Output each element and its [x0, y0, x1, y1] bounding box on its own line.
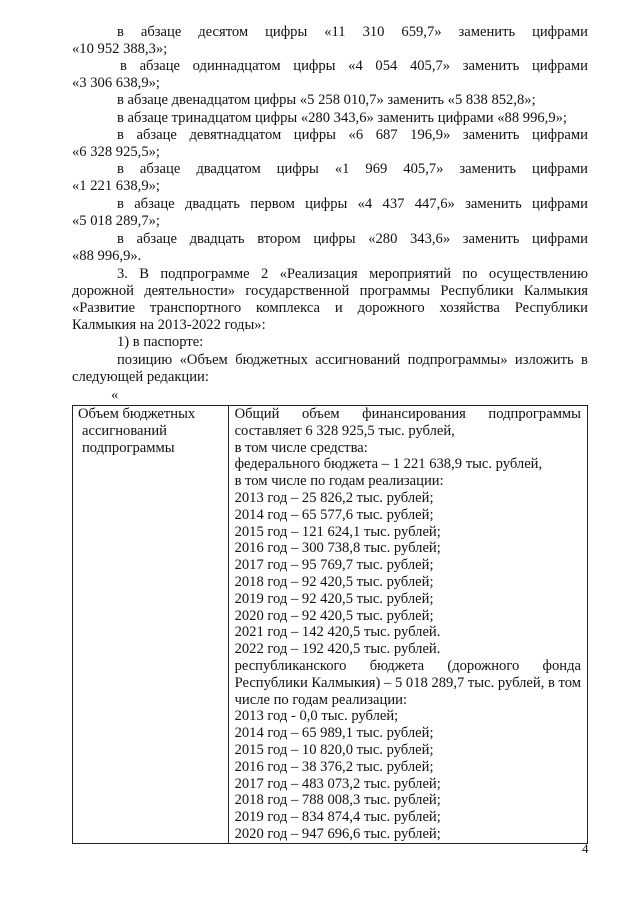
- word: подпрограмме: [160, 266, 250, 282]
- content-line: [235, 406, 581, 423]
- content-line: 2017 год – 95 769,7 тыс. рублей;: [234, 557, 434, 574]
- word: 196,9»: [410, 127, 451, 143]
- word: абзаце: [134, 196, 175, 212]
- content-line: 2013 год – 25 826,2 тыс. рублей;: [234, 489, 434, 506]
- word: финансирования: [362, 406, 466, 422]
- paragraph-line: в абзаце двенадцатом цифры «5 258 010,7» заменить «5 838 852,8»;: [117, 92, 536, 108]
- word: «4: [357, 196, 373, 212]
- content-line: 2016 год – 38 376,2 тыс. рублей;: [234, 758, 434, 775]
- word: фонда: [542, 657, 581, 674]
- text-line: [117, 352, 588, 369]
- content-line: федерального бюджета – 1 221 638,9 тыс. рублей,: [234, 456, 543, 473]
- word: в: [117, 231, 124, 247]
- word: объем: [301, 406, 340, 422]
- word: Республики: [514, 300, 588, 316]
- word: ассигнований: [315, 352, 401, 368]
- paragraph-line: «6 328 925,5»;: [72, 144, 160, 160]
- paragraph-line: [72, 24, 588, 41]
- word: транспортного: [149, 300, 242, 316]
- text-line: [117, 24, 588, 41]
- content-line: в том числе средства:: [234, 439, 368, 456]
- word: в: [117, 161, 124, 177]
- paragraph-line: «10 952 388,3»;: [72, 41, 168, 57]
- word: девятнадцатом: [189, 127, 282, 143]
- word: цифры: [276, 161, 319, 177]
- paragraph-line: [72, 58, 588, 75]
- paragraph-line: в абзаце тринадцатом цифры «280 343,6» заменить цифрами «88 996,9»;: [117, 110, 567, 126]
- word: цифрами: [532, 24, 588, 40]
- text-line: [117, 127, 588, 144]
- word: цифрами: [532, 231, 588, 247]
- word: «4: [348, 58, 363, 74]
- word: позицию: [117, 352, 173, 368]
- word: двадцатом: [196, 161, 261, 177]
- word: В: [139, 266, 150, 282]
- section-line: [72, 283, 588, 300]
- word: цифры: [293, 127, 336, 143]
- word: первом: [250, 196, 295, 212]
- paragraph-line: [72, 231, 588, 248]
- content-line: 2020 год – 92 420,5 тыс. рублей;: [234, 607, 434, 624]
- table-label-cell: [73, 406, 229, 844]
- word: абзаце: [136, 127, 177, 143]
- content-line: составляет 6 328 925,5 тыс. рублей,: [234, 422, 455, 439]
- word: в: [117, 127, 124, 143]
- word: Общий: [234, 406, 280, 422]
- paragraph-line: [72, 161, 588, 178]
- text-line: [72, 283, 588, 300]
- section-line: [72, 300, 588, 317]
- page-number: 4: [582, 841, 589, 856]
- passport-table: [72, 405, 588, 844]
- word: в: [117, 196, 124, 212]
- word: мероприятий: [369, 266, 452, 282]
- content-line: [235, 658, 581, 675]
- word: десятом: [198, 24, 249, 40]
- paragraph-line: [72, 196, 588, 213]
- content-line: 2019 год – 92 420,5 тыс. рублей;: [234, 590, 434, 607]
- word: цифрами: [532, 161, 588, 177]
- word: 405,7»: [403, 161, 444, 177]
- word: дорожной: [72, 283, 134, 299]
- content-line: 2018 год – 92 420,5 тыс. рублей;: [234, 573, 434, 590]
- section-heading-line: [72, 266, 588, 283]
- paragraph-line: «88 996,9».: [72, 248, 142, 264]
- content-line: 2019 год – 834 874,4 тыс. рублей;: [234, 809, 441, 826]
- word: 2: [260, 266, 269, 282]
- content-line: числе по годам реализации:: [234, 691, 408, 708]
- word: «280: [368, 231, 398, 247]
- word: 659,7»: [401, 24, 442, 40]
- paragraph-line: [72, 127, 588, 144]
- word: в: [581, 352, 588, 368]
- word: цифрами: [532, 196, 588, 212]
- content-line: 2021 год – 142 420,5 тыс. рублей.: [234, 624, 441, 641]
- content-line: 2014 год – 65 989,1 тыс. рублей;: [234, 725, 434, 742]
- content-line: 2015 год – 10 820,0 тыс. рублей;: [234, 741, 434, 758]
- content-line: 2020 год – 947 696,6 тыс. рублей;: [234, 825, 441, 842]
- word: цифры: [313, 231, 356, 247]
- word: 437: [382, 196, 405, 212]
- word: хозяйства: [439, 300, 500, 316]
- word: абзаце: [139, 161, 181, 177]
- word: заменить: [459, 161, 517, 177]
- word: заменить: [462, 58, 520, 74]
- word: цифрами: [532, 58, 588, 74]
- word: 447,6»: [414, 196, 455, 212]
- word: цифры: [265, 24, 308, 40]
- text-line: [117, 196, 588, 213]
- word: изложить: [514, 352, 574, 368]
- passport-item: 1) в паспорте:: [117, 334, 204, 350]
- text-line: [120, 58, 588, 75]
- position-line: [72, 352, 588, 369]
- word: комплекса: [255, 300, 321, 316]
- paragraph-line: «3 306 638,9»;: [72, 75, 160, 91]
- word: двадцать: [184, 196, 240, 212]
- word: заменить: [462, 127, 520, 143]
- word: в: [120, 58, 127, 74]
- open-quote: «: [111, 387, 119, 403]
- word: дорожного: [357, 300, 425, 316]
- word: цифрами: [532, 127, 588, 143]
- paragraph-line: «5 018 289,7»;: [72, 213, 160, 229]
- text-line: [117, 161, 588, 178]
- word: в: [117, 24, 124, 40]
- content-line: 2018 год – 788 008,3 тыс. рублей;: [234, 792, 441, 809]
- word: подпрограммы: [488, 406, 581, 422]
- word: по: [462, 266, 478, 282]
- word: 343,6»: [410, 231, 451, 247]
- word: одиннадцатом: [192, 58, 281, 74]
- word: Калмыкия: [523, 283, 588, 299]
- word: «Развитие: [72, 300, 136, 316]
- content-line: 2013 год - 0,0 тыс. рублей;: [234, 708, 399, 725]
- table-content-cell: [228, 406, 587, 844]
- word: «1: [334, 161, 350, 177]
- word: абзаце: [140, 24, 182, 40]
- word: республиканского: [234, 657, 347, 674]
- word: абзаце: [136, 231, 177, 247]
- word: подпрограммы»: [407, 352, 508, 368]
- word: осуществлению: [488, 266, 588, 282]
- content-line: 2015 год – 121 624,1 тыс. рублей;: [234, 523, 441, 540]
- word: двадцать: [189, 231, 245, 247]
- word: бюджета: [369, 657, 425, 674]
- word: 3.: [117, 266, 128, 282]
- word: заменить: [462, 231, 520, 247]
- word: и: [334, 300, 343, 316]
- word: «Реализация: [279, 266, 358, 282]
- content-line: 2016 год – 300 738,8 тыс. рублей;: [234, 540, 441, 557]
- word: 310: [362, 24, 385, 40]
- text-line: [117, 266, 588, 283]
- word: 405,7»: [409, 58, 451, 74]
- text-line: [117, 231, 588, 248]
- text-line: [72, 300, 588, 317]
- word: 687: [375, 127, 398, 143]
- word: (дорожного: [447, 657, 520, 674]
- label-line: ассигнований: [82, 422, 167, 439]
- content-line: Республики Калмыкия) – 5 018 289,7 тыс. рублей, в том: [234, 674, 581, 691]
- word: цифры: [293, 58, 336, 74]
- word: «11: [324, 24, 346, 40]
- word: 054: [375, 58, 398, 74]
- content-line: 2014 год – 65 577,6 тыс. рублей;: [234, 506, 434, 523]
- word: «Объем: [179, 352, 228, 368]
- content-line: 2017 год – 483 073,2 тыс. рублей;: [234, 775, 441, 792]
- content-line: 2022 год – 192 420,5 тыс. рублей.: [234, 641, 441, 658]
- table-row: [73, 406, 588, 844]
- word: «6: [348, 127, 364, 143]
- label-line: подпрограммы: [82, 439, 175, 456]
- word: заменить: [458, 24, 516, 40]
- label-line: Объем бюджетных: [78, 406, 196, 422]
- section-line: Калмыкия на 2013-2022 годы»:: [72, 317, 266, 333]
- word: абзаце: [139, 58, 180, 74]
- word: Республики: [440, 283, 514, 299]
- word: деятельности»: [144, 283, 236, 299]
- content-line: в том числе по годам реализации:: [234, 473, 444, 490]
- paragraph-line: «1 221 638,9»;: [72, 178, 160, 194]
- position-line: следующей редакции:: [72, 369, 209, 385]
- word: бюджетных: [235, 352, 308, 368]
- word: втором: [257, 231, 301, 247]
- word: цифры: [305, 196, 348, 212]
- word: 969: [365, 161, 388, 177]
- word: заменить: [465, 196, 522, 212]
- word: государственной: [245, 283, 350, 299]
- word: программы: [359, 283, 431, 299]
